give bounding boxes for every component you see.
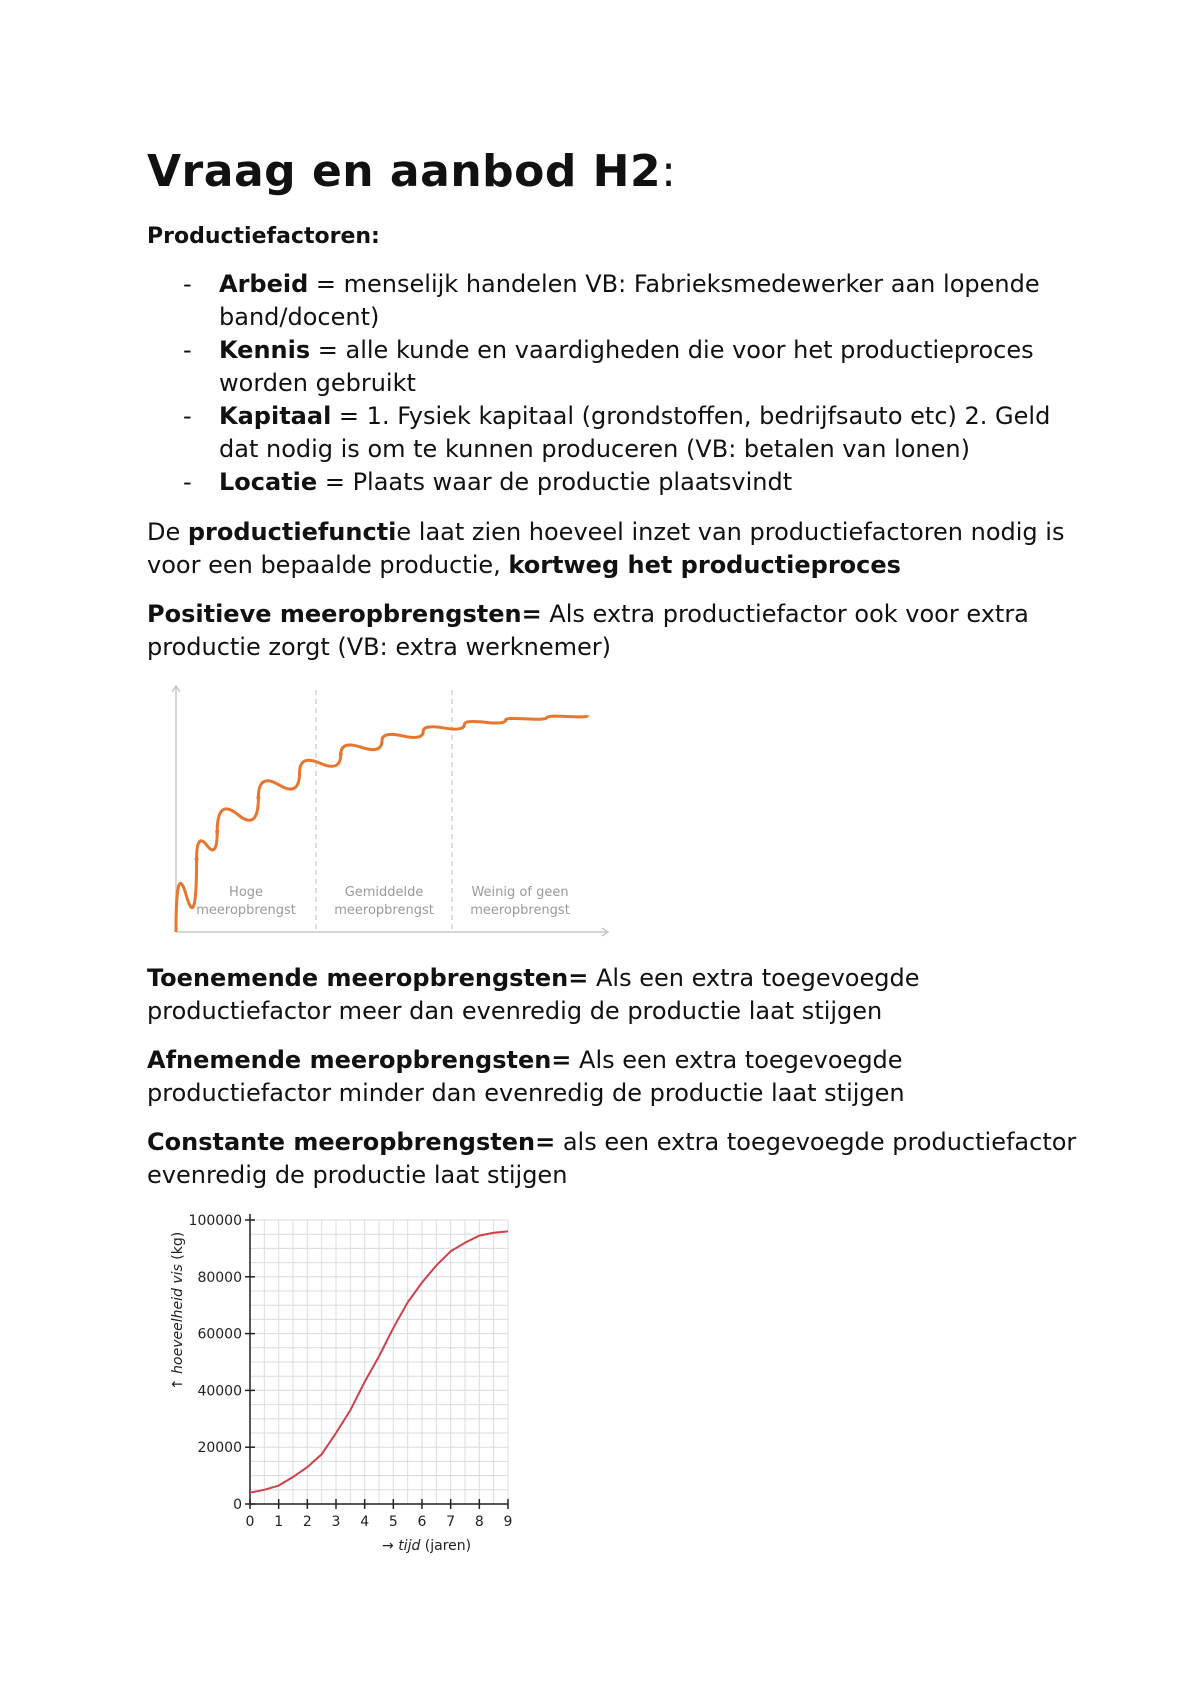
list-item: - Arbeid = menselijk handelen VB: Fabrieksmedewerker aan lopende band/docent) bbox=[183, 270, 1040, 331]
x-tick-label: 5 bbox=[388, 1514, 398, 1530]
y-tick-label: 80000 bbox=[197, 1269, 242, 1286]
x-tick-label: 6 bbox=[417, 1514, 427, 1530]
x-tick-label: 3 bbox=[331, 1514, 341, 1530]
x-axis-label: → tijd (jaren) bbox=[382, 1538, 472, 1554]
list-item: - Kapitaal = 1. Fysiek kapitaal (grondstoffen, bedrijfsauto etc) 2. Geld dat nodig is om te kunnen produceren (VB: betalen van lonen) bbox=[183, 402, 1051, 463]
subheading-productiefactoren: Productiefactoren: bbox=[147, 224, 380, 249]
y-tick-label: 20000 bbox=[197, 1440, 242, 1457]
factor-term: Arbeid bbox=[219, 270, 309, 298]
factor-term: Kennis bbox=[219, 336, 311, 364]
factor-text: alle kunde en vaardigheden die voor het productieproces worden gebruikt bbox=[219, 336, 1034, 397]
x-tick-label: 2 bbox=[302, 1514, 312, 1530]
y-tick-label: 0 bbox=[233, 1497, 242, 1513]
region-label: meeropbrengst bbox=[196, 903, 296, 918]
region-label: Gemiddelde bbox=[344, 885, 424, 900]
toenemende-paragraph: Toenemende meeropbrengsten= Als een extra toegevoegde productiefactor meer dan evenredig de productie laat stijgen bbox=[147, 964, 920, 1025]
page-title: Vraag en aanbod H2: bbox=[147, 146, 677, 197]
region-label: meeropbrengst bbox=[470, 903, 570, 918]
productiefunctie-paragraph: De productiefunctie laat zien hoeveel inzet van productiefactoren nodig is voor een bepaalde productie, kortweg het productieproces bbox=[147, 518, 1065, 579]
data-point bbox=[195, 857, 199, 861]
factor-term: Locatie bbox=[219, 468, 318, 496]
data-point bbox=[256, 795, 260, 799]
data-point bbox=[215, 830, 219, 834]
list-item: - Kennis = alle kunde en vaardigheden die voor het productieproces worden gebruikt bbox=[183, 336, 1034, 397]
factor-text: 1. Fysiek kapitaal (grondstoffen, bedrijfsauto etc) 2. Geld dat nodig is om te kunnen produceren (VB: betalen van lonen) bbox=[219, 402, 1051, 463]
y-tick-label: 40000 bbox=[197, 1383, 242, 1400]
constante-paragraph: Constante meeropbrengsten= als een extra toegevoegde productiefactor evenredig de productie laat stijgen bbox=[147, 1128, 1077, 1189]
x-tick-label: 4 bbox=[360, 1514, 370, 1530]
meeropbrengst-chart bbox=[160, 680, 620, 950]
x-tick-label: 7 bbox=[446, 1514, 456, 1530]
region-label: Weinig of geen bbox=[471, 885, 569, 900]
factor-term: Kapitaal bbox=[219, 402, 332, 430]
factors-list bbox=[147, 268, 1077, 499]
positieve-paragraph: Positieve meeropbrengsten= Als extra productiefactor ook voor extra productie zorgt (VB: extra werknemer) bbox=[147, 600, 1029, 661]
region-label: meeropbrengst bbox=[334, 903, 434, 918]
vis-chart bbox=[160, 1200, 540, 1560]
factor-text: menselijk handelen VB: Fabrieksmedewerker aan lopende band/docent) bbox=[219, 270, 1040, 331]
y-tick-label: 60000 bbox=[197, 1326, 242, 1343]
region-label: Hoge bbox=[229, 885, 264, 900]
title-colon: : bbox=[661, 146, 677, 197]
list-item: - Locatie = Plaats waar de productie plaatsvindt bbox=[183, 468, 793, 496]
x-tick-label: 8 bbox=[474, 1514, 484, 1530]
x-tick-label: 9 bbox=[503, 1514, 513, 1530]
data-point bbox=[339, 752, 343, 756]
x-tick-label: 1 bbox=[274, 1514, 284, 1530]
afnemende-paragraph: Afnemende meeropbrengsten= Als een extra toegevoegde productiefactor minder dan evenredig de productie laat stijgen bbox=[147, 1046, 905, 1107]
x-tick-label: 0 bbox=[245, 1514, 255, 1530]
y-tick-label: 100000 bbox=[188, 1213, 242, 1229]
y-axis-label: ↑ hoeveelheid vis (kg) bbox=[170, 1231, 186, 1390]
factor-text: Plaats waar de productie plaatsvindt bbox=[352, 468, 793, 496]
